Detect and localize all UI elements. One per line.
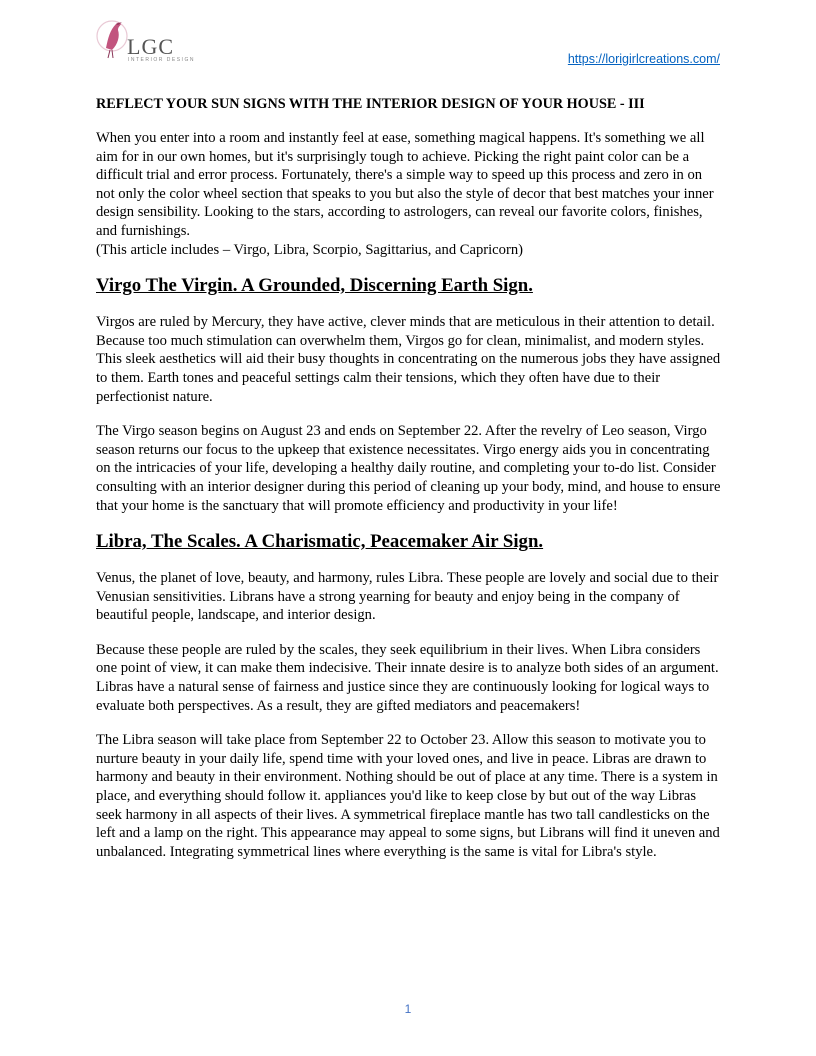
libra-paragraph-1: Venus, the planet of love, beauty, and harmony, rules Libra. These people are lovely and social due to their Venusian sensitivities. Librans have a strong yearning for beauty and enjoy being in the company of beautiful people, landscape, and interior design.: [96, 570, 719, 624]
page-number: 1: [404, 1002, 412, 1016]
virgo-paragraph-1: Virgos are ruled by Mercury, they have active, clever minds that are meticulous in their attention to detail. Because too much stimulation can overwhelm them, Virgos go for clean, minimalist, and modern styles. This sleek aesthetics will aid their busy thoughts in concentrating on the numerous jobs they have assigned to them. Earth tones and peaceful settings calm their tensions, which they often have due to their perfectionist nature.: [96, 314, 721, 405]
intro-text: When you enter into a room and instantly feel at ease, something magical happens. It's something we all aim for in our own homes, but it's surprisingly tough to achieve. Picking the right paint color can be a difficult trial and error process. Fortunately, there's a simple way to speed up this process and zero in on not only the color wheel section that speaks to you but also the style of decor that best matches your inner design sensibility. Looking to the stars, according to astrologers, can reveal our favorite colors, finishes, and furnishings.: [96, 130, 714, 239]
libra-paragraph-2: Because these people are ruled by the scales, they seek equilibrium in their lives. When Libra considers one point of view, it can make them indecisive. Their innate desire is to analyze both sides of an argument. Libras have a natural sense of fairness and justice since they are continuously looking for logical ways to evaluate both perspectives. As a result, they are gifted mediators and peacemakers!: [96, 641, 719, 714]
section-heading-virgo: Virgo The Virgin. A Grounded, Discerning Earth Sign.: [96, 275, 533, 297]
article-body: [96, 96, 722, 877]
document-title: REFLECT YOUR SUN SIGNS WITH THE INTERIOR DESIGN OF YOUR HOUSE - III: [96, 96, 645, 112]
libra-paragraph-3: The Libra season will take place from September 22 to October 23. Allow this season to motivate you to nurture beauty in your daily life, spend time with your loved ones, and live in peace. Libras are drawn to harmony and beauty in their environment. Nothing should be out of place at any time. There is a system in place, and everything should follow it. appliances you'd like to keep close by but out of the way Libras seek harmony in all aspects of their lives. A symmetrical fireplace mantle has two tall candlesticks on the left and a lamp on the right. This appearance may appeal to some signs, but Librans will find it uneven and unbalanced. Integrating symmetrical lines where everything is the same is vital for Libra's style.: [96, 732, 720, 860]
section-heading-libra: Libra, The Scales. A Charismatic, Peacemaker Air Sign.: [96, 531, 544, 553]
intro-note: (This article includes – Virgo, Libra, Scorpio, Sagittarius, and Capricorn): [96, 241, 523, 258]
virgo-paragraph-2: The Virgo season begins on August 23 and ends on September 22. After the revelry of Leo season, Virgo season returns our focus to the upkeep that existence necessitates. Virgo energy aids you in concentrating on the intricacies of your life, developing a healthy daily routine, and completing your to-do list. Consider consulting with an interior designer during this period of cleaning up your body, mind, and house to ensure that your home is the sanctuary that will promote efficiency and productivity in your life!: [96, 423, 721, 514]
company-logo[interactable]: [96, 14, 206, 70]
website-link[interactable]: https://lorigirlcreations.com/: [567, 52, 720, 66]
logo-subtext: INTERIOR DESIGN: [128, 57, 195, 63]
intro-paragraph: [96, 129, 722, 259]
logo-wordmark: LGC: [127, 34, 174, 59]
